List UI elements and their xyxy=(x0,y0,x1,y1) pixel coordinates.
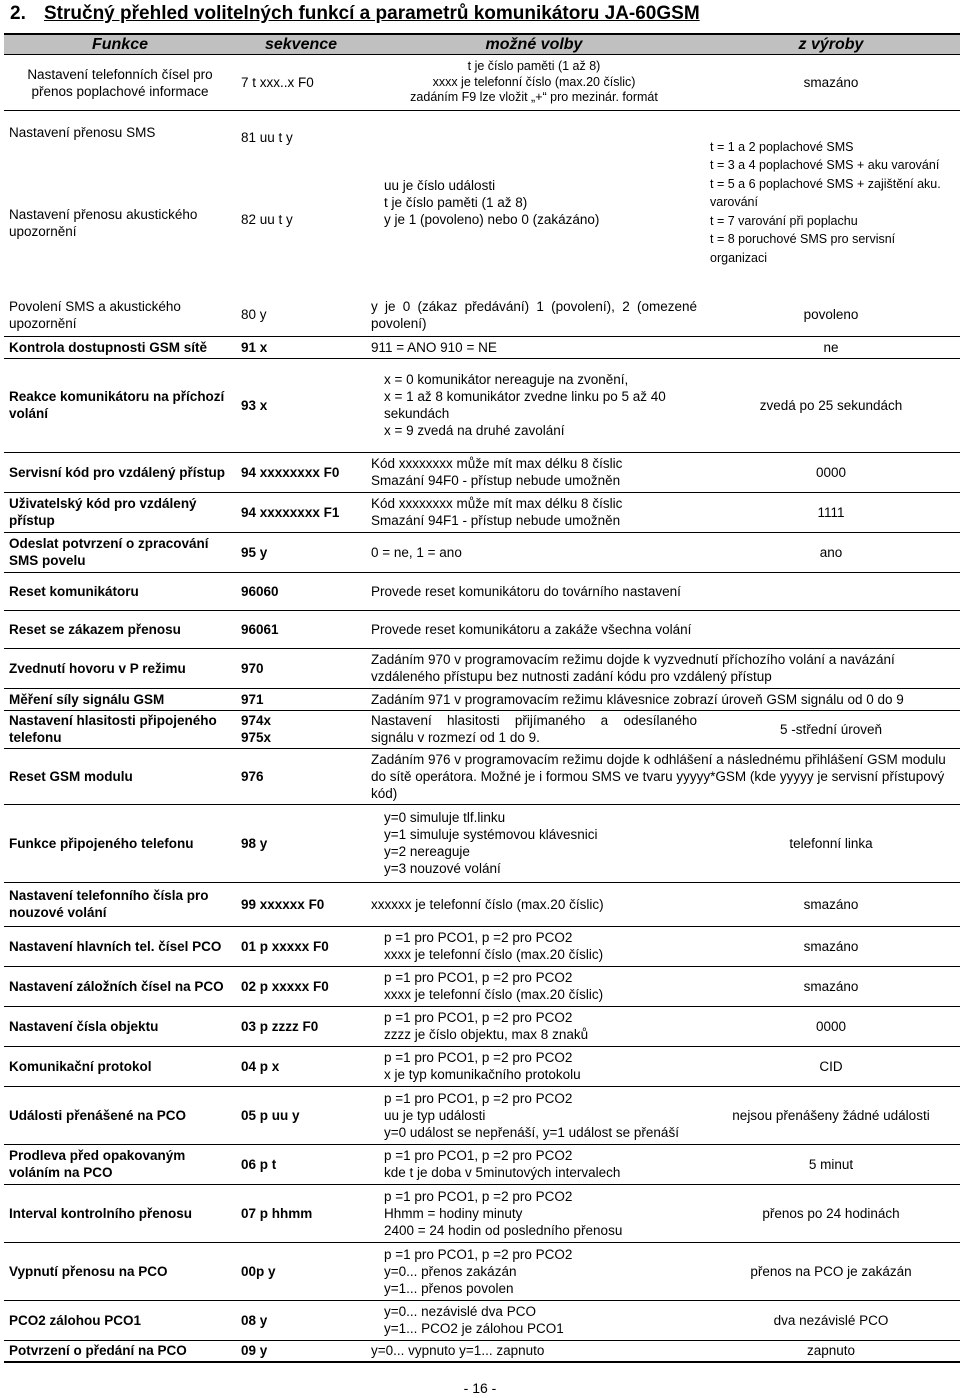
row-default: zapnuto xyxy=(702,1340,960,1362)
row-options: xxxxxx je telefonní číslo (max.20 číslic) xyxy=(366,882,702,926)
row-sequence: 82 uu t y xyxy=(241,212,293,227)
row-sequence: 94 xxxxxxxx F1 xyxy=(236,492,366,532)
row-default: přenos na PCO je zakázán xyxy=(702,1242,960,1300)
row-default: 1111 xyxy=(702,492,960,532)
row-options: Zadáním 971 v programovacím režimu klávesnice zobrazí úroveň GSM signálu od 0 do 9 xyxy=(366,688,960,710)
row-options: y=0... nezávislé dva PCO y=1... PCO2 je zálohou PCO1 xyxy=(366,1300,702,1340)
row-function: Odeslat potvrzení o zpracování SMS povelu xyxy=(4,532,236,572)
table-row xyxy=(4,1242,960,1300)
row-sequence: 08 y xyxy=(236,1300,366,1340)
table-row xyxy=(4,1006,960,1046)
row-sequence: 96060 xyxy=(236,572,366,610)
row-options: Provede reset komunikátoru a zakáže všechna volání xyxy=(366,610,702,648)
row-sequence: 99 xxxxxx F0 xyxy=(236,882,366,926)
row-options: p =1 pro PCO1, p =2 pro PCO2 xxxx je telefonní číslo (max.20 číslic) xyxy=(366,926,702,966)
row-function: Komunikační protokol xyxy=(4,1046,236,1086)
row-function: Nastavení hlavních tel. čísel PCO xyxy=(4,926,236,966)
row-default xyxy=(702,572,960,610)
row-function: Reset GSM modulu xyxy=(4,748,236,804)
row-options: Nastavení hlasitosti přijímaného a odesílaného signálu v rozmezí od 1 do 9. xyxy=(366,710,702,748)
row-default: smazáno xyxy=(702,882,960,926)
row-options: x = 0 komunikátor nereaguje na zvonění, x = 1 až 8 komunikátor zvedne linku po 5 až 40 sekundách x = 9 zvedá na druhé zavolání xyxy=(366,358,702,452)
row-options: Kód xxxxxxxx může mít max délku 8 číslic Smazání 94F1 - přístup nebude umožněn xyxy=(366,492,702,532)
row-options: Zadáním 976 v programovacím režimu dojde k odhlášení a následnému přihlášení GSM modulu do sítě operátora. Možné je i formou SMS ve tvaru yyyyy*GSM (kde yyyyy je servisní přístupový kód) xyxy=(366,748,960,804)
header-volby: možné volby xyxy=(366,34,702,55)
row-options: y je 0 (zákaz předávání) 1 (povolení), 2 (omezené povolení) xyxy=(371,298,697,331)
row-function: Funkce připojeného telefonu xyxy=(4,804,236,882)
table-row xyxy=(4,492,960,532)
table-row xyxy=(4,688,960,710)
table-row xyxy=(4,710,960,748)
row-default: telefonní linka xyxy=(702,804,960,882)
row-sequence: 09 y xyxy=(236,1340,366,1362)
header-z-vyroby: z výroby xyxy=(702,34,960,55)
section-title: Stručný přehled volitelných funkcí a parametrů komunikátoru JA-60GSM xyxy=(44,3,700,24)
table-row xyxy=(4,1300,960,1340)
row-default: smazáno xyxy=(702,926,960,966)
row-sequence: 91 x xyxy=(236,336,366,358)
row-function: Reakce komunikátoru na příchozí volání xyxy=(4,358,236,452)
section-number: 2. xyxy=(10,3,26,24)
row-default: 0000 xyxy=(702,1006,960,1046)
row-function: Nastavení záložních čísel na PCO xyxy=(4,966,236,1006)
row-function: Reset se zákazem přenosu xyxy=(4,610,236,648)
table-row xyxy=(4,572,960,610)
row-default: t = 1 a 2 poplachové SMS t = 3 a 4 poplachové SMS + aku varování t = 5 a 6 poplachové SMS + zajištění aku. varování t = 7 varování při poplachu t = 8 poruchové SMS pro servisní organizaci xyxy=(702,111,960,295)
row-options: Zadáním 970 v programovacím režimu dojde k vyzvednutí příchozího volání a navázání vzdáleného přístupu bez nutnosti zadání kódu pro vzdálený přístup xyxy=(366,648,960,688)
row-sequence: 06 p t xyxy=(236,1144,366,1184)
row-sequence: 94 xxxxxxxx F0 xyxy=(236,452,366,492)
row-options: 911 = ANO 910 = NE xyxy=(366,336,702,358)
row-default: ne xyxy=(702,336,960,358)
row-options: p =1 pro PCO1, p =2 pro PCO2 kde t je doba v 5minutových intervalech xyxy=(366,1144,702,1184)
header-funkce: Funkce xyxy=(4,34,236,55)
row-sequence: 974x 975x xyxy=(236,710,366,748)
table-row xyxy=(4,358,960,452)
table-row xyxy=(4,294,960,336)
row-options: Provede reset komunikátoru do továrního nastavení xyxy=(366,572,702,610)
table-row xyxy=(4,111,960,295)
row-options: y=0... vypnuto y=1... zapnuto xyxy=(366,1340,702,1362)
row-function: Vypnutí přenosu na PCO xyxy=(4,1242,236,1300)
row-function: Potvrzení o předání na PCO xyxy=(4,1340,236,1362)
row-function: Nastavení přenosu akustického upozornění xyxy=(9,207,198,239)
page-title xyxy=(10,3,700,25)
row-default: 5 -střední úroveň xyxy=(702,710,960,748)
row-default xyxy=(702,610,960,648)
row-sequence: 976 xyxy=(236,748,366,804)
row-function: Zvednutí hovoru v P režimu xyxy=(4,648,236,688)
row-sequence: 02 p xxxxx F0 xyxy=(236,966,366,1006)
row-default: dva nezávislé PCO xyxy=(702,1300,960,1340)
row-default: nejsou přenášeny žádné události xyxy=(702,1086,960,1144)
row-default: 0000 xyxy=(702,452,960,492)
row-default: 5 minut xyxy=(702,1144,960,1184)
row-function: Nastavení telefonních čísel pro přenos poplachové informace xyxy=(4,55,236,111)
row-function: Nastavení přenosu SMS xyxy=(9,125,156,140)
table-row xyxy=(4,1184,960,1242)
row-options: Kód xxxxxxxx může mít max délku 8 číslic Smazání 94F0 - přístup nebude umožněn xyxy=(366,452,702,492)
row-function: Prodleva před opakovaným voláním na PCO xyxy=(4,1144,236,1184)
row-options: p =1 pro PCO1, p =2 pro PCO2 y=0... přenos zakázán y=1... přenos povolen xyxy=(366,1242,702,1300)
row-sequence: 971 xyxy=(236,688,366,710)
row-sequence: 96061 xyxy=(236,610,366,648)
row-function: Servisní kód pro vzdálený přístup xyxy=(4,452,236,492)
row-function: Kontrola dostupnosti GSM sítě xyxy=(4,336,236,358)
table-row xyxy=(4,1046,960,1086)
row-sequence: 95 y xyxy=(236,532,366,572)
row-sequence: 80 y xyxy=(241,307,267,323)
row-options: p =1 pro PCO1, p =2 pro PCO2 xxxx je telefonní číslo (max.20 číslic) xyxy=(366,966,702,1006)
row-default: CID xyxy=(702,1046,960,1086)
table-row xyxy=(4,748,960,804)
row-default: povoleno xyxy=(803,307,859,323)
table-row xyxy=(4,804,960,882)
row-default: smazáno xyxy=(702,55,960,111)
row-function: Nastavení čísla objektu xyxy=(4,1006,236,1046)
table-row xyxy=(4,336,960,358)
row-options: uu je číslo události t je číslo paměti (1 až 8) y je 1 (povoleno) nebo 0 (zakázáno) xyxy=(366,111,702,295)
table-row xyxy=(4,648,960,688)
row-options: t je číslo paměti (1 až 8) xxxx je telefonní číslo (max.20 číslic) zadáním F9 lze vložit „+“ pro mezinár. formát xyxy=(366,55,702,111)
row-sequence: 970 xyxy=(236,648,366,688)
row-function: Povolení SMS a akustického upozornění xyxy=(9,298,181,331)
row-options: p =1 pro PCO1, p =2 pro PCO2 x je typ komunikačního protokolu xyxy=(366,1046,702,1086)
row-sequence: 93 x xyxy=(236,358,366,452)
row-function: Interval kontrolního přenosu xyxy=(4,1184,236,1242)
table-header-row xyxy=(4,34,960,55)
row-options: y=0 simuluje tlf.linku y=1 simuluje systémovou klávesnici y=2 nereaguje y=3 nouzové volání xyxy=(366,804,702,882)
function-table xyxy=(4,33,960,1363)
row-sequence: 01 p xxxxx F0 xyxy=(236,926,366,966)
table-row xyxy=(4,55,960,111)
row-default: ano xyxy=(702,532,960,572)
row-function: Měření síly signálu GSM xyxy=(4,688,236,710)
row-default: zvedá po 25 sekundách xyxy=(702,358,960,452)
row-function-group xyxy=(4,111,236,295)
row-options: p =1 pro PCO1, p =2 pro PCO2 zzzz je číslo objektu, max 8 znaků xyxy=(366,1006,702,1046)
row-sequence: 07 p hhmm xyxy=(236,1184,366,1242)
page-number: - 16 - xyxy=(463,1380,497,1396)
row-sequence: 81 uu t y xyxy=(241,130,293,145)
table-row xyxy=(4,966,960,1006)
row-sequence: 05 p uu y xyxy=(236,1086,366,1144)
table-row xyxy=(4,1086,960,1144)
row-function: Uživatelský kód pro vzdálený přístup xyxy=(4,492,236,532)
row-sequence: 00p y xyxy=(236,1242,366,1300)
header-sekvence: sekvence xyxy=(236,34,366,55)
row-sequence: 7 t xxx..x F0 xyxy=(236,55,366,111)
table-row xyxy=(4,882,960,926)
table-row xyxy=(4,610,960,648)
table-row xyxy=(4,452,960,492)
row-default: smazáno xyxy=(702,966,960,1006)
row-sequence-group xyxy=(236,111,366,295)
row-options: 0 = ne, 1 = ano xyxy=(366,532,702,572)
row-options: p =1 pro PCO1, p =2 pro PCO2 Hhmm = hodiny minuty 2400 = 24 hodin od posledního přenosu xyxy=(366,1184,702,1242)
table-row xyxy=(4,926,960,966)
row-default: přenos po 24 hodinách xyxy=(702,1184,960,1242)
row-function: PCO2 zálohou PCO1 xyxy=(4,1300,236,1340)
row-sequence: 04 p x xyxy=(236,1046,366,1086)
table-row xyxy=(4,1340,960,1362)
row-sequence: 98 y xyxy=(236,804,366,882)
row-options: p =1 pro PCO1, p =2 pro PCO2 uu je typ události y=0 událost se nepřenáší, y=1 událost se přenáší xyxy=(366,1086,702,1144)
row-function: Události přenášené na PCO xyxy=(4,1086,236,1144)
table-row xyxy=(4,532,960,572)
row-function: Reset komunikátoru xyxy=(4,572,236,610)
row-function: Nastavení telefonního čísla pro nouzové volání xyxy=(4,882,236,926)
row-sequence: 03 p zzzz F0 xyxy=(236,1006,366,1046)
row-function: Nastavení hlasitosti připojeného telefonu xyxy=(4,710,236,748)
table-row xyxy=(4,1144,960,1184)
